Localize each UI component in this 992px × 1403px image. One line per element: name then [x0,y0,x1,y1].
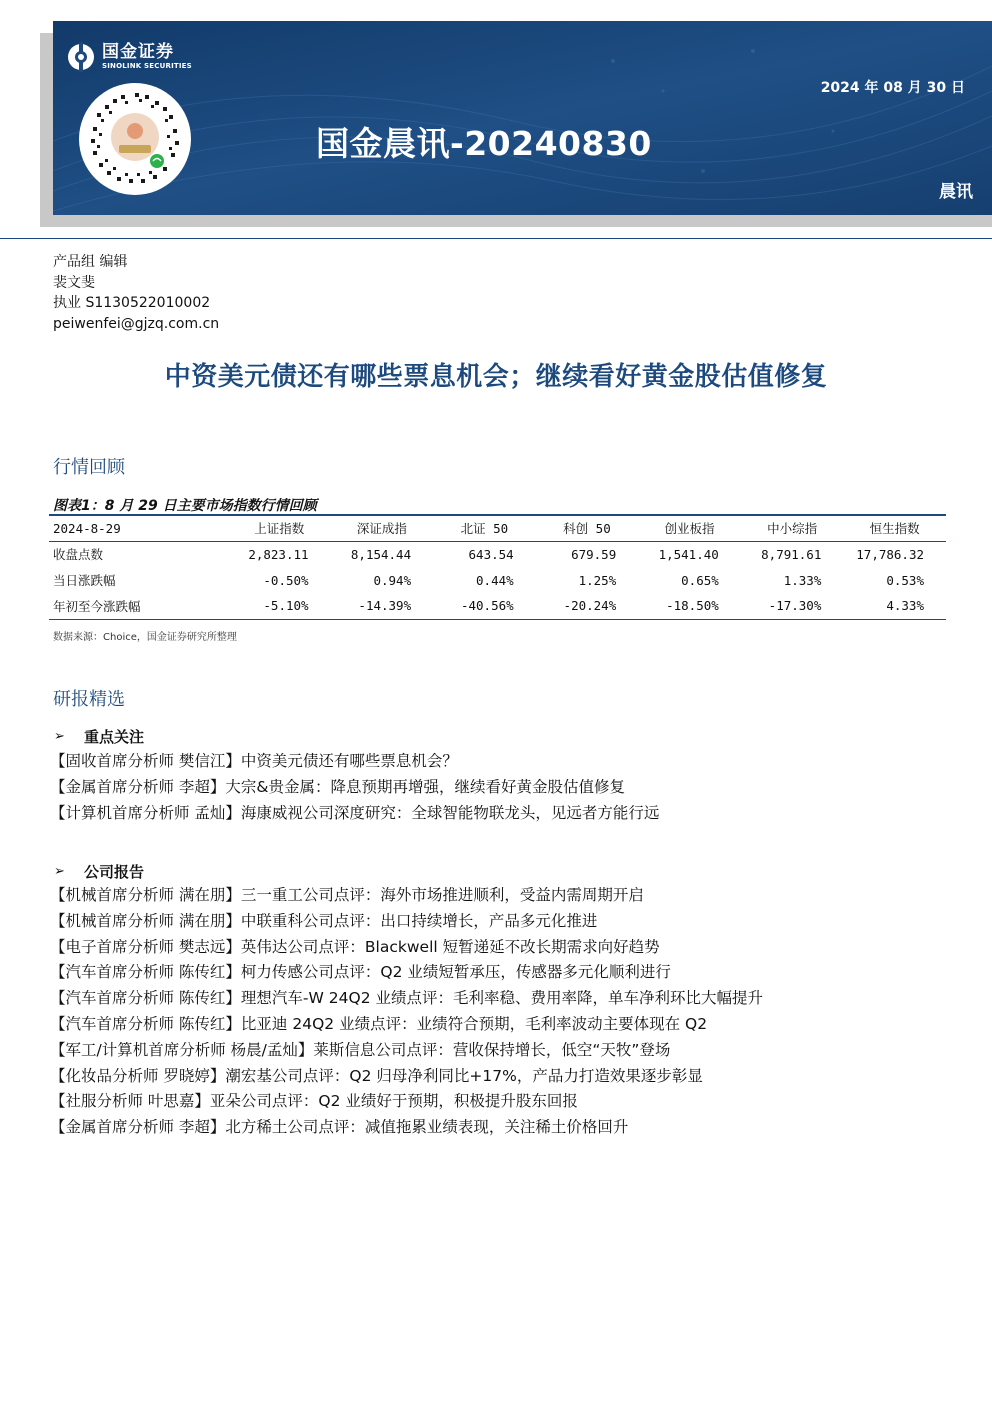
list-item[interactable]: 【计算机首席分析师 孟灿】海康威视公司深度研究：全球智能物联龙头，见远者方能行远 [50,803,660,822]
table-row [49,541,946,567]
logo-english-name: SINOLINK SECURITIES [102,62,192,70]
row-label: 当日涨跌幅 [53,573,116,588]
table-header-cell: 北证 50 [460,521,509,537]
logo-chinese-name: 国金证券 [102,42,174,62]
list-item[interactable]: 【化妆品分析师 罗晓婷】潮宏基公司点评：Q2 归母净利同比+17%，产品力打造效果逐步彰显 [50,1066,703,1085]
table-cell: 4.33% [886,598,924,614]
table-cell: 679.59 [571,546,617,562]
market-index-table [49,514,946,620]
table-header-date: 2024-8-29 [53,520,121,536]
table-cell: -40.56% [460,598,514,614]
table-cell: -18.50% [666,598,719,614]
table-cell: -0.50% [263,572,309,588]
table-header-cell: 深证成指 [356,521,407,537]
arrow-bullet-icon: ➢ [54,864,65,879]
author-group: 产品组 编辑 [53,254,128,270]
report-date: 2024 年 08 月 30 日 [820,80,965,96]
table-cell: 8,154.44 [350,546,412,562]
author-email[interactable]: peiwenfei@gjzq.com.cn [53,315,220,332]
table-cell: -14.39% [358,598,412,614]
subhead-focus [54,726,144,747]
table-cell: 0.65% [681,572,719,588]
table-header-row [49,515,946,541]
table-cell: 2,823.11 [248,546,309,562]
list-item[interactable]: 【汽车首席分析师 陈传红】柯力传感公司点评：Q2 业绩短暂承压，传感器多元化顺利进行 [50,963,671,982]
author-name: 裴文斐 [53,274,95,291]
table-cell: 17,786.32 [856,546,924,562]
section-title-research-picks: 研报精选 [53,689,125,710]
table-row [49,593,946,619]
report-headline: 中资美元债还有哪些票息机会；继续看好黄金股估值修复 [164,362,828,392]
list-item[interactable]: 【金属首席分析师 李超】大宗&贵金属：降息预期再增强，继续看好黄金股估值修复 [50,777,626,796]
list-item[interactable]: 【金属首席分析师 李超】北方稀土公司点评：减值拖累业绩表现，关注稀土价格回升 [50,1118,629,1137]
table-cell: 0.94% [373,572,412,588]
figure-caption: 图表1：8 月 29 日主要市场指数行情回顾 [53,498,317,514]
list-item[interactable]: 【机械首席分析师 满在朋】中联重科公司点评：出口持续增长，产品多元化推进 [50,911,598,930]
header-banner [53,21,992,215]
company-report-list [50,883,763,1141]
table-cell: 0.53% [886,572,924,588]
table-cell: 8,791.61 [761,546,822,562]
table-cell: -20.24% [563,598,617,614]
arrow-bullet-icon: ➢ [54,729,65,744]
section-title-market-review: 行情回顾 [53,457,125,478]
table-header-cell: 上证指数 [254,521,305,537]
focus-report-list [50,749,659,826]
author-license: 执业 S1130522010002 [53,295,211,311]
table-cell: 1.25% [578,572,617,588]
table-cell: 643.54 [468,546,514,562]
company-logo [66,42,192,72]
list-item[interactable]: 【社服分析师 叶思嘉】亚朵公司点评：Q2 业绩好于预期，积极提升股东回报 [50,1092,578,1111]
list-item[interactable]: 【固收首席分析师 樊信江】中资美元债还有哪些票息机会？ [50,752,458,770]
row-label: 年初至今涨跌幅 [53,598,141,614]
subhead-company-label: 公司报告 [84,863,145,881]
table-row [49,567,946,593]
table-header-cell: 中小综指 [767,521,818,537]
list-item[interactable]: 【机械首席分析师 满在朋】三一重工公司点评：海外市场推进顺利，受益内需周期开启 [50,886,644,904]
list-item[interactable]: 【军工/计算机首席分析师 杨晨/孟灿】莱斯信息公司点评：营收保持增长，低空“天牧”登场 [50,1040,671,1059]
table-cell: 0.44% [476,572,514,588]
qr-code-icon [79,83,191,195]
table-header-cell: 科创 50 [563,521,611,537]
table-cell: -5.10% [263,598,309,614]
table-cell: 1.33% [783,572,822,588]
header-divider [0,238,992,239]
report-type-tag: 晨讯 [939,182,973,202]
table-header-cell: 恒生指数 [869,521,920,537]
author-block [53,252,219,334]
table-cell: -17.30% [768,598,822,614]
table-header-cell: 创业板指 [664,521,715,537]
subhead-company [54,861,144,882]
report-title: 国金晨讯-20240830 [316,124,652,163]
sinolink-logo-icon [66,42,96,72]
mini-program-qr-code[interactable] [79,83,191,195]
subhead-focus-label: 重点关注 [84,728,145,746]
row-label: 收盘点数 [53,547,104,563]
list-item[interactable]: 【汽车首席分析师 陈传红】比亚迪 24Q2 业绩点评：业绩符合预期，毛利率波动主要体现在 Q2 [50,1014,708,1033]
list-item[interactable]: 【电子首席分析师 樊志远】英伟达公司点评：Blackwell 短暂递延不改长期需求向好趋势 [50,937,660,956]
table-cell: 1,541.40 [658,546,719,562]
data-source-note: 数据来源：Choice，国金证券研究所整理 [53,632,237,643]
list-item[interactable]: 【汽车首席分析师 陈传红】理想汽车-W 24Q2 业绩点评：毛利率稳、费用率降，单车净利环比大幅提升 [50,989,763,1008]
